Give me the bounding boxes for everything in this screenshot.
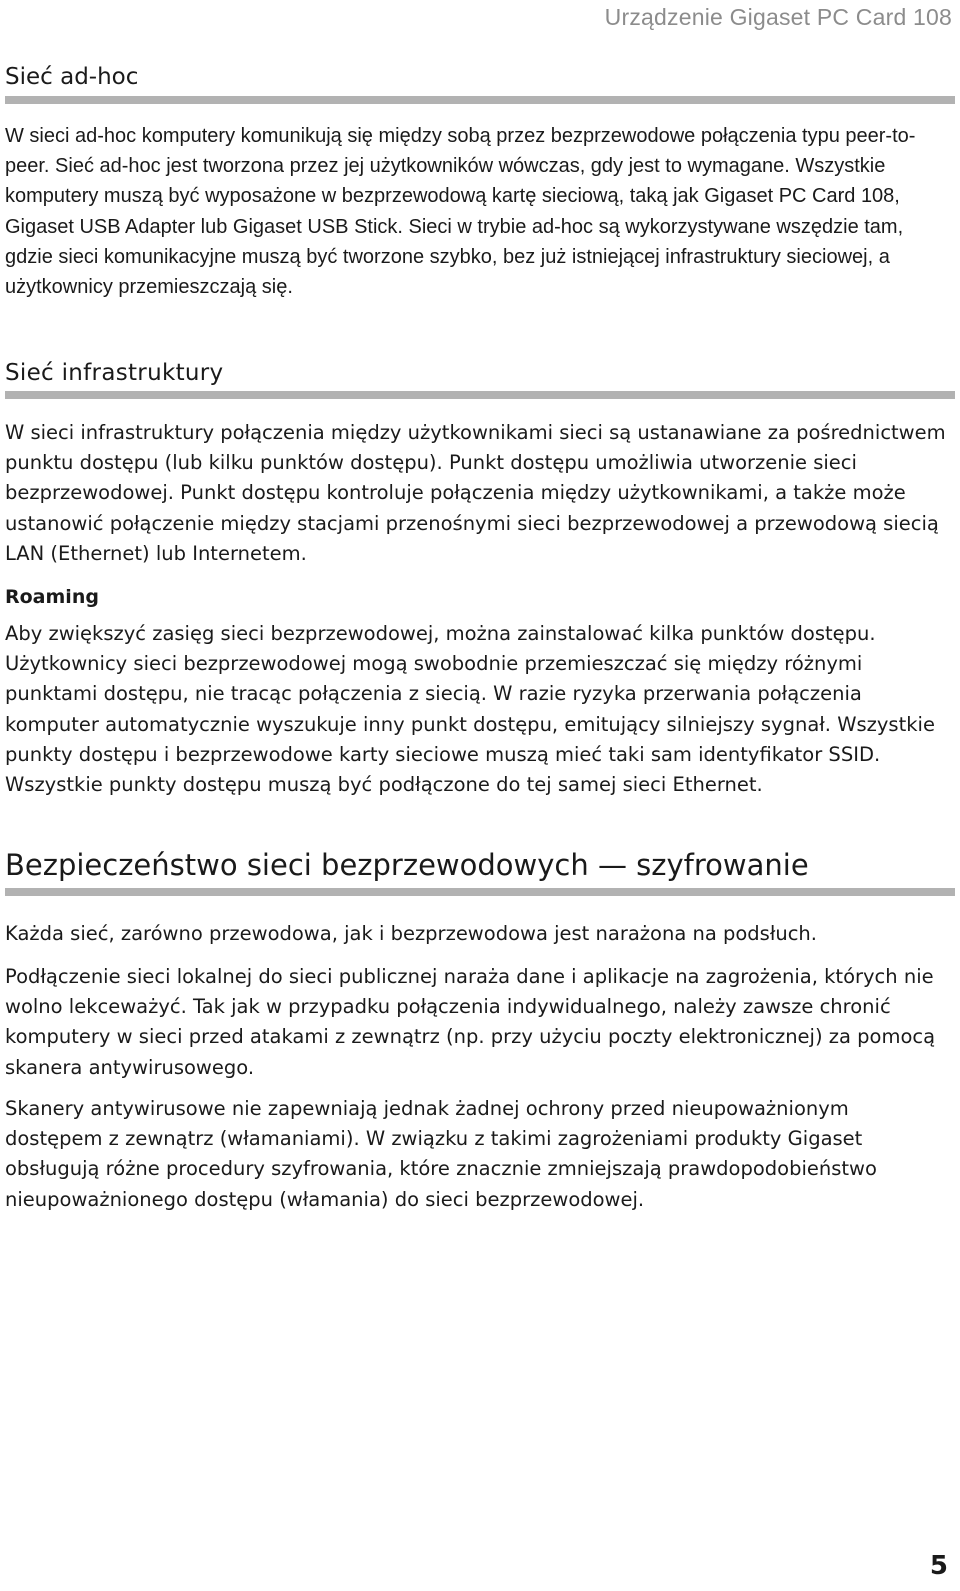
section-title: Bezpieczeństwo sieci bezprzewodowych — szyfrowanie	[5, 848, 809, 882]
section-heading-security	[5, 848, 955, 896]
section-title: Sieć ad-hoc	[5, 64, 139, 90]
running-header: Urządzenie Gigaset PC Card 108	[604, 4, 952, 30]
section-divider	[5, 391, 955, 399]
infrastructure-paragraph: W sieci infrastruktury połączenia między użytkownikami sieci są ustanawiane za pośrednictwem punktu dostępu (lub kilku punktów dostępu). Punkt dostępu umożliwia utworzenie sieci bezprzewodowej. Punkt dostępu kontroluje połączenia między użytkownikami, a także może ustanowić połączenie między stacjami przenośnymi sieci bezprzewodowej a przewodową siecią LAN (Ethernet) lub Internetem.	[5, 421, 946, 565]
section-heading-adhoc	[5, 64, 955, 104]
section-title: Sieć infrastruktury	[5, 360, 224, 386]
section-divider	[5, 888, 955, 896]
security-paragraph-3: Skanery antywirusowe nie zapewniają jednak żadnej ochrony przed nieupoważnionym dostępem z zewnątrz (włamaniami). W związku z takimi zagrożeniami produkty Gigaset obsługują różne procedury szyfrowania, które znacznie zmniejszają prawdopodobieństwo nieupoważnionego dostępu (włamania) do sieci bezprzewodowej.	[5, 1097, 877, 1211]
page-number: 5	[929, 1551, 948, 1581]
section-divider	[5, 96, 955, 104]
roaming-subheading: Roaming	[5, 586, 99, 608]
security-paragraph-1: Każda sieć, zarówno przewodowa, jak i bezprzewodowa jest narażona na podsłuch.	[5, 922, 817, 945]
security-paragraph-2: Podłączenie sieci lokalnej do sieci publicznej naraża dane i aplikacje na zagrożenia, których nie wolno lekceważyć. Tak jak w przypadku połączenia indywidualnego, należy zawsze chronić komputery w sieci przed atakami z zewnątrz (np. przy użyciu poczty elektronicznej) za pomocą skanera antywirusowego.	[5, 965, 936, 1079]
roaming-paragraph: Aby zwiększyć zasięg sieci bezprzewodowej, można zainstalować kilka punktów dostępu. Użytkownicy sieci bezprzewodowej mogą swobodnie przemieszczać się między różnymi punktami dostępu, nie tracąc połączenia z siecią. W razie ryzyka przerwania połączenia komputer automatycznie wyszukuje inny punkt dostępu, emitujący silniejszy sygnał. Wszystkie punkty dostępu i bezprzewodowe karty sieciowe muszą mieć taki sam identyfikator SSID. Wszystkie punkty dostępu muszą być podłączone do tej samej sieci Ethernet.	[5, 622, 935, 797]
adhoc-paragraph: W sieci ad-hoc komputery komunikują się między sobą przez bezprzewodowe połączenia typu peer-to-peer. Sieć ad-hoc jest tworzona przez jej użytkowników wówczas, gdy jest to wymagane. Wszystkie komputery muszą być wyposażone w bezprzewodową kartę sieciową, taką jak Gigaset PC Card 108, Gigaset USB Adapter lub Gigaset USB Stick. Sieci w trybie ad-hoc są wykorzystywane wszędzie tam, gdzie sieci komunikacyjne muszą być tworzone szybko, bez już istniejącej infrastruktury sieciowej, a użytkownicy przemieszczają się.	[5, 125, 916, 299]
section-heading-infrastructure	[5, 360, 955, 399]
